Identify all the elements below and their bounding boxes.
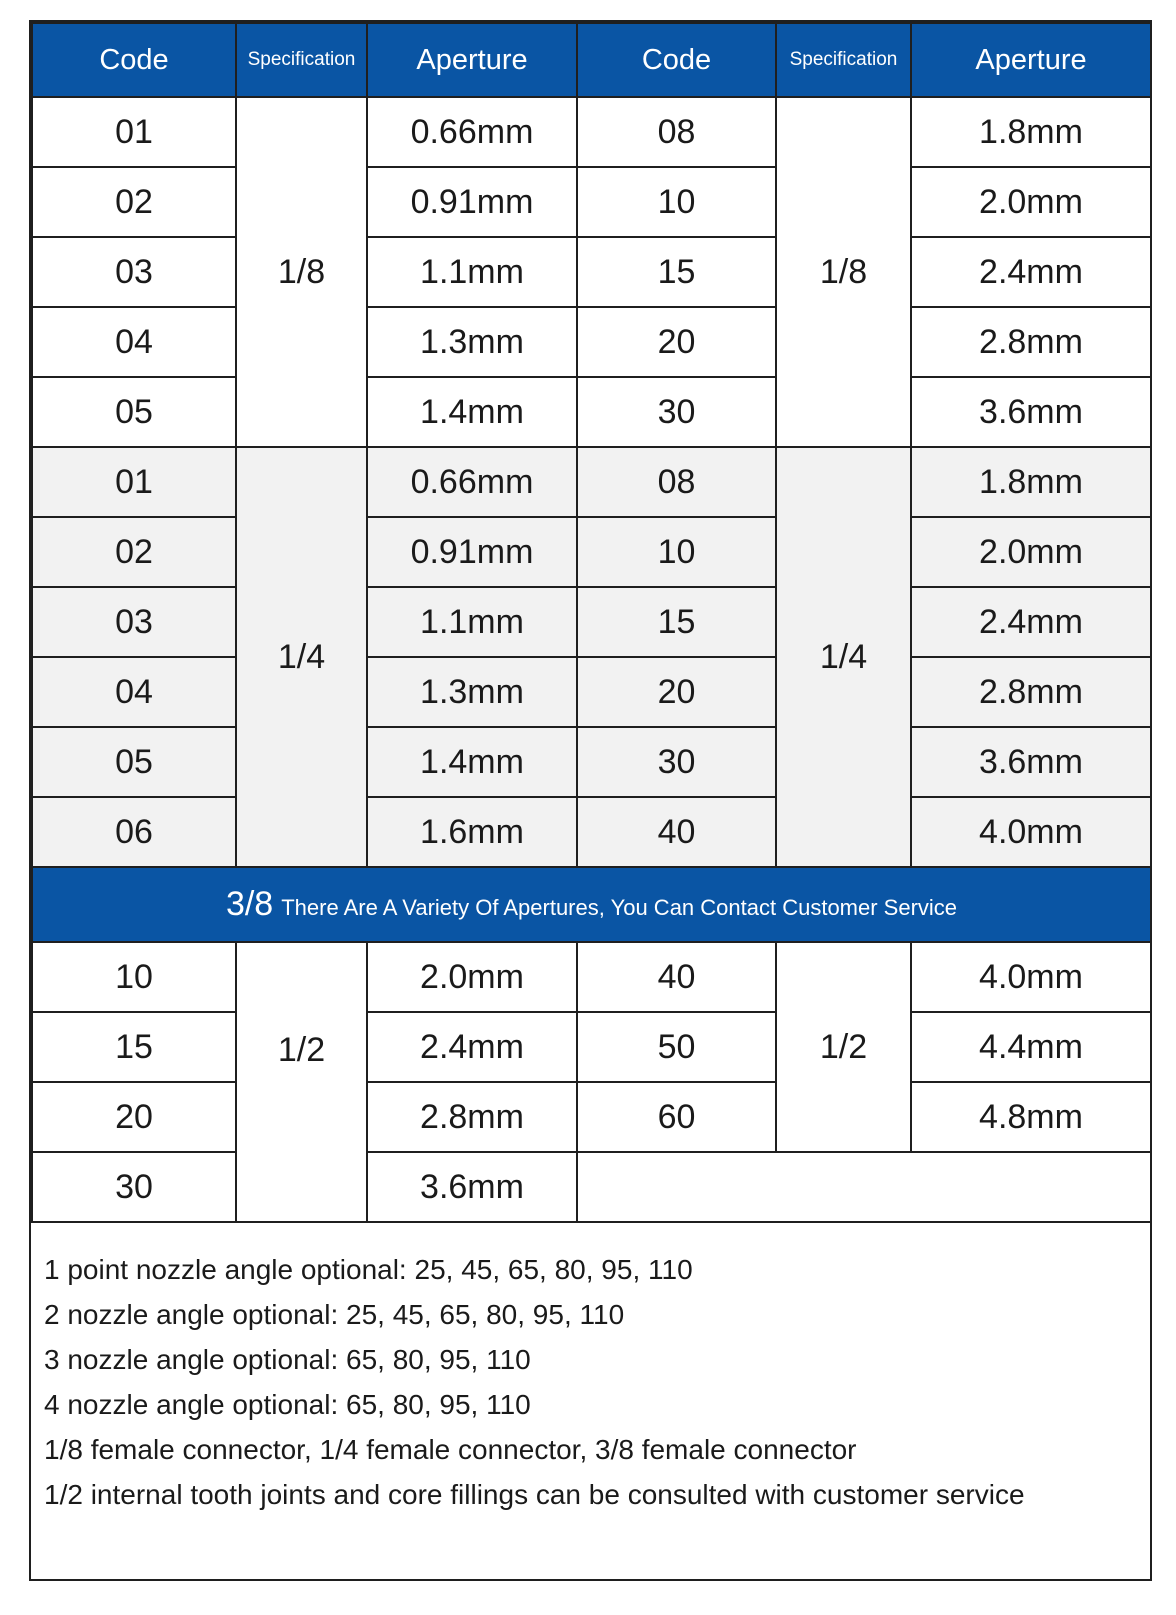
aperture-cell: 2.8mm xyxy=(911,657,1151,727)
aperture-cell: 2.8mm xyxy=(911,307,1151,377)
spec-cell-1-2-right: 1/2 xyxy=(776,942,911,1152)
table-row xyxy=(32,447,1151,517)
spec-sheet xyxy=(29,20,1152,1581)
table-row xyxy=(32,237,1151,307)
aperture-cell: 2.4mm xyxy=(367,1012,577,1082)
header-specification-right: Specification xyxy=(776,23,911,97)
aperture-cell: 4.8mm xyxy=(911,1082,1151,1152)
spec-cell-1-4-left: 1/4 xyxy=(236,447,367,867)
header-aperture-right: Aperture xyxy=(911,23,1151,97)
aperture-cell: 2.4mm xyxy=(911,587,1151,657)
header-row xyxy=(32,23,1151,97)
code-cell: 06 xyxy=(32,797,236,867)
table-row xyxy=(32,797,1151,867)
code-cell: 20 xyxy=(577,307,776,377)
aperture-cell: 3.6mm xyxy=(911,377,1151,447)
code-cell: 02 xyxy=(32,517,236,587)
aperture-cell: 1.3mm xyxy=(367,657,577,727)
banner-row xyxy=(32,867,1151,942)
table-row xyxy=(32,97,1151,167)
notes-section xyxy=(31,1223,1150,1517)
code-cell: 20 xyxy=(577,657,776,727)
header-code-left: Code xyxy=(32,23,236,97)
nozzle-spec-table xyxy=(31,22,1152,1223)
code-cell: 08 xyxy=(577,447,776,517)
note-line: 1/8 female connector, 1/4 female connector, 3/8 female connector xyxy=(44,1434,857,1465)
code-cell: 20 xyxy=(32,1082,236,1152)
aperture-cell: 1.8mm xyxy=(911,447,1151,517)
table-row xyxy=(32,587,1151,657)
table-row xyxy=(32,942,1151,1012)
table-row xyxy=(32,1152,1151,1222)
code-cell: 03 xyxy=(32,237,236,307)
note-line: 3 nozzle angle optional: 65, 80, 95, 110 xyxy=(44,1344,531,1375)
header-aperture-left: Aperture xyxy=(367,23,577,97)
aperture-cell: 1.1mm xyxy=(367,237,577,307)
code-cell: 03 xyxy=(32,587,236,657)
code-cell: 40 xyxy=(577,797,776,867)
aperture-cell: 1.4mm xyxy=(367,377,577,447)
note-line: 1 point nozzle angle optional: 25, 45, 65, 80, 95, 110 xyxy=(44,1254,693,1285)
aperture-cell: 2.0mm xyxy=(911,167,1151,237)
aperture-cell: 2.8mm xyxy=(367,1082,577,1152)
code-cell: 04 xyxy=(32,657,236,727)
table-row xyxy=(32,727,1151,797)
banner-text: There Are A Variety Of Apertures, You Can Contact Customer Service xyxy=(281,895,958,920)
code-cell: 30 xyxy=(32,1152,236,1222)
banner-size: 3/8 xyxy=(225,885,274,923)
note-line: 1/2 internal tooth joints and core fillings can be consulted with customer service xyxy=(44,1479,1025,1510)
code-cell: 10 xyxy=(32,942,236,1012)
code-cell: 01 xyxy=(32,97,236,167)
aperture-cell: 0.66mm xyxy=(367,447,577,517)
note-line: 2 nozzle angle optional: 25, 45, 65, 80, 95, 110 xyxy=(44,1299,625,1330)
empty-cell xyxy=(577,1152,1151,1222)
code-cell: 60 xyxy=(577,1082,776,1152)
aperture-cell: 4.0mm xyxy=(911,942,1151,1012)
header-code-right: Code xyxy=(577,23,776,97)
spec-cell-1-8-left: 1/8 xyxy=(236,97,367,447)
aperture-cell: 1.8mm xyxy=(911,97,1151,167)
aperture-cell: 2.0mm xyxy=(911,517,1151,587)
aperture-cell: 1.1mm xyxy=(367,587,577,657)
table-row xyxy=(32,1082,1151,1152)
code-cell: 50 xyxy=(577,1012,776,1082)
code-cell: 10 xyxy=(577,167,776,237)
three-eighths-banner xyxy=(32,867,1151,942)
table-row xyxy=(32,1012,1151,1082)
aperture-cell: 2.4mm xyxy=(911,237,1151,307)
spec-cell-1-4-right: 1/4 xyxy=(776,447,911,867)
aperture-cell: 1.3mm xyxy=(367,307,577,377)
code-cell: 15 xyxy=(577,587,776,657)
aperture-cell: 4.0mm xyxy=(911,797,1151,867)
spec-cell-1-2-left: 1/2 xyxy=(236,942,367,1222)
code-cell: 10 xyxy=(577,517,776,587)
code-cell: 04 xyxy=(32,307,236,377)
code-cell: 05 xyxy=(32,377,236,447)
code-cell: 30 xyxy=(577,377,776,447)
code-cell: 02 xyxy=(32,167,236,237)
aperture-cell: 1.4mm xyxy=(367,727,577,797)
table-row xyxy=(32,657,1151,727)
table-row xyxy=(32,377,1151,447)
code-cell: 15 xyxy=(577,237,776,307)
code-cell: 05 xyxy=(32,727,236,797)
code-cell: 30 xyxy=(577,727,776,797)
code-cell: 01 xyxy=(32,447,236,517)
code-cell: 08 xyxy=(577,97,776,167)
table-row xyxy=(32,517,1151,587)
table-row xyxy=(32,167,1151,237)
aperture-cell: 4.4mm xyxy=(911,1012,1151,1082)
code-cell: 15 xyxy=(32,1012,236,1082)
aperture-cell: 3.6mm xyxy=(367,1152,577,1222)
table-row xyxy=(32,307,1151,377)
aperture-cell: 3.6mm xyxy=(911,727,1151,797)
spec-cell-1-8-right: 1/8 xyxy=(776,97,911,447)
aperture-cell: 0.91mm xyxy=(367,517,577,587)
aperture-cell: 2.0mm xyxy=(367,942,577,1012)
note-line: 4 nozzle angle optional: 65, 80, 95, 110 xyxy=(44,1389,531,1420)
code-cell: 40 xyxy=(577,942,776,1012)
header-specification-left: Specification xyxy=(236,23,367,97)
aperture-cell: 0.66mm xyxy=(367,97,577,167)
aperture-cell: 0.91mm xyxy=(367,167,577,237)
aperture-cell: 1.6mm xyxy=(367,797,577,867)
